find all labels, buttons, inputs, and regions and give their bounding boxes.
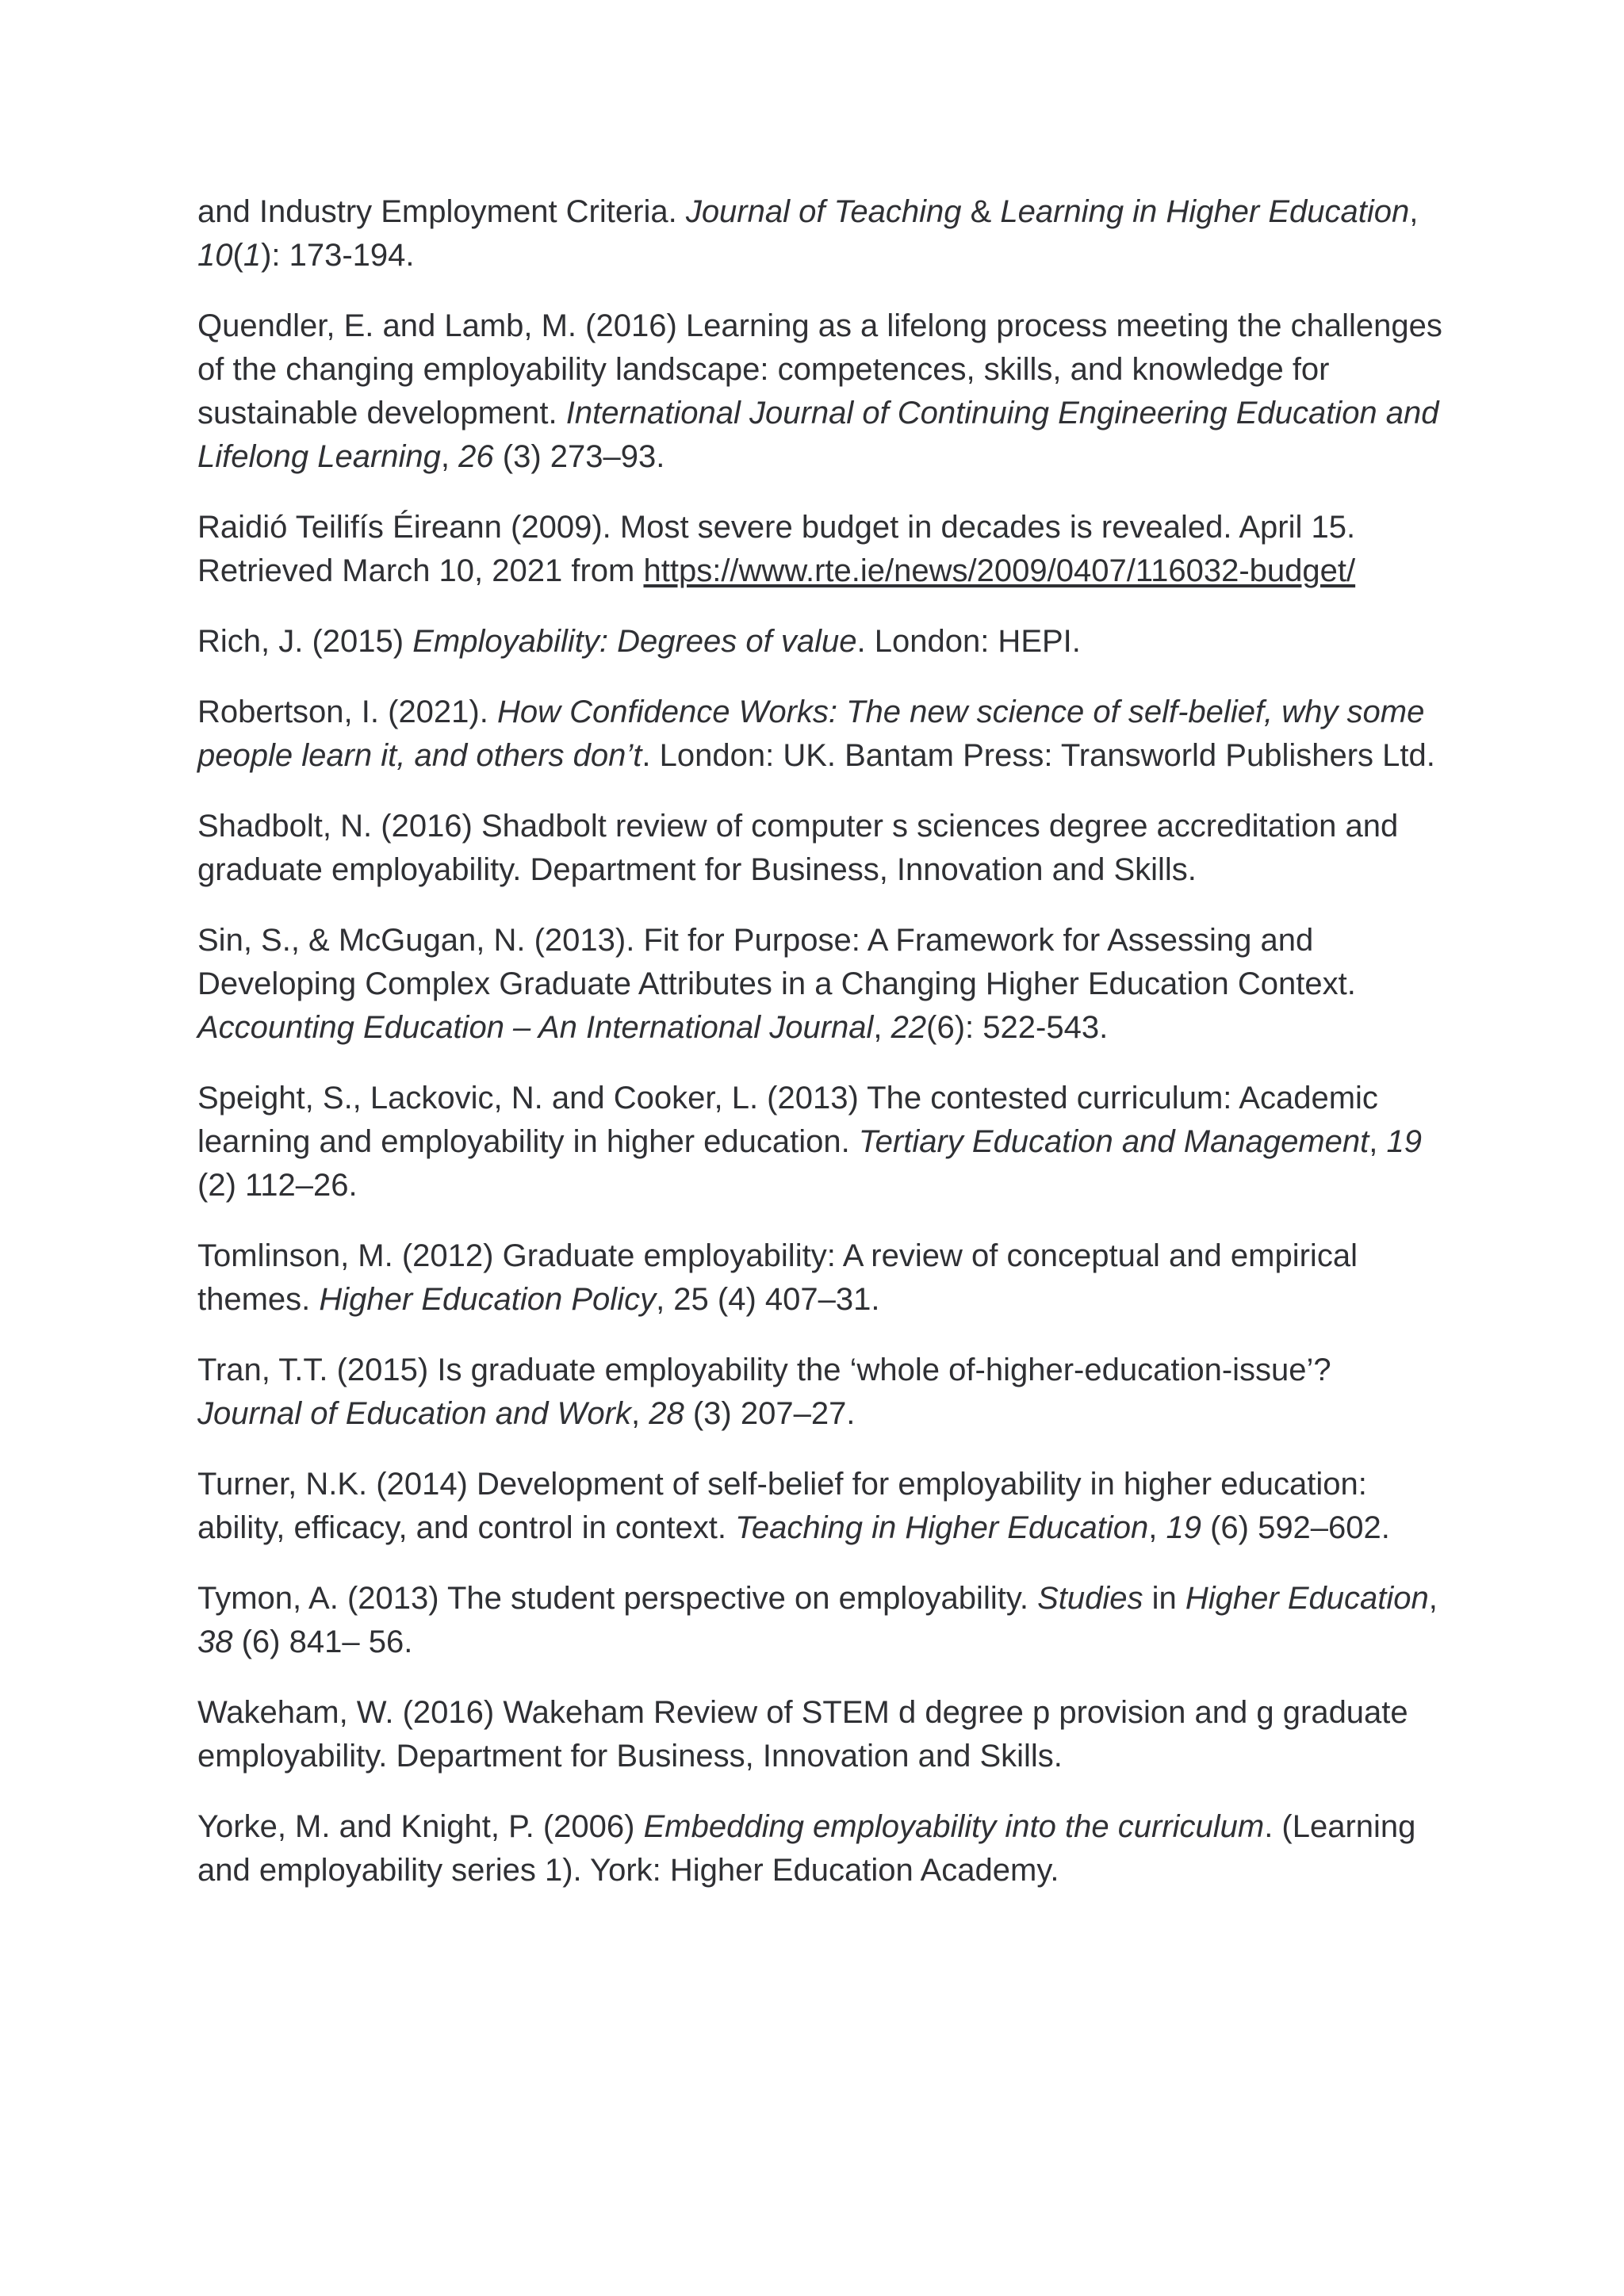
ref-turner [197, 1463, 1442, 1550]
reference-italic-text: Higher Education Policy [319, 1282, 657, 1317]
reference-text: ( [232, 238, 243, 273]
ref-wakeham [197, 1691, 1442, 1778]
reference-italic-text: 28 [649, 1396, 684, 1431]
reference-italic-text: 1 [243, 238, 262, 273]
reference-text: Sin, S., & McGugan, N. (2013). Fit for Purpose: A Framework for Assessing and Developing Complex Graduate Attributes in a Changing Higher Education Context. [197, 923, 1365, 1001]
reference-italic-text: 19 [1166, 1510, 1201, 1545]
reference-text: Shadbolt, N. (2016) Shadbolt review of computer s sciences degree accreditation and graduate employability. Department for Business, Innovation and Skills. [197, 809, 1408, 887]
ref-tran [197, 1349, 1442, 1436]
reference-text: , 25 (4) 407–31. [656, 1282, 880, 1317]
reference-text: , [873, 1010, 891, 1045]
reference-italic-text: 26 [458, 439, 494, 474]
reference-text: Tymon, A. (2013) The student perspective on employability. [197, 1581, 1038, 1616]
reference-text: , [1148, 1510, 1166, 1545]
reference-text: (3) 207–27. [684, 1396, 856, 1431]
reference-italic-text: How Confidence Works: The new science of self-belief, why some people learn it, and others don’t [197, 695, 1434, 773]
reference-italic-text: 19 [1386, 1124, 1422, 1159]
reference-text: (3) 273–93. [493, 439, 665, 474]
ref-sin [197, 919, 1442, 1050]
reference-text: Rich, J. (2015) [197, 624, 413, 659]
ref-rte [197, 506, 1442, 593]
reference-text: ): 173-194. [261, 238, 415, 273]
reference-text: (6) 592–602. [1201, 1510, 1390, 1545]
ref-shadbolt [197, 805, 1442, 892]
reference-italic-text: 22 [891, 1010, 927, 1045]
reference-text: Raidió Teilifís Éireann (2009). Most severe budget in decades is revealed. April 15. Retrieved March 10, 2021 from [197, 510, 1365, 588]
reference-text: , [1428, 1581, 1446, 1616]
reference-list [197, 190, 1451, 1919]
reference-text: in [1143, 1581, 1185, 1616]
reference-text: Speight, S., Lackovic, N. and Cooker, L. (2013) The contested curriculum: Academic learning and employability in higher education. [197, 1081, 1388, 1159]
reference-text: , [630, 1396, 649, 1431]
reference-italic-text: Embedding employability into the curriculum [643, 1809, 1265, 1844]
reference-text: & [961, 194, 1001, 229]
reference-text: , [1369, 1124, 1387, 1159]
reference-italic-text: Learning in Higher Education [1000, 194, 1410, 229]
reference-text: , [1409, 194, 1427, 229]
ref-rich [197, 620, 1442, 664]
reference-italic-text: International Journal of Continuing Engineering Education and Lifelong Learning [197, 396, 1448, 474]
reference-link[interactable]: https://www.rte.ie/news/2009/0407/116032-budget/ [643, 553, 1356, 588]
reference-italic-text: Accounting Education – An International Journal [197, 1010, 874, 1045]
ref-speight [197, 1077, 1442, 1207]
reference-text: (6) 841– 56. [232, 1624, 413, 1659]
reference-italic-text: Employability: Degrees of value [412, 624, 857, 659]
reference-text: . London: HEPI. [856, 624, 1081, 659]
reference-text: and Industry Employment Criteria. [197, 194, 686, 229]
reference-text: , [440, 439, 459, 474]
reference-text: Tran, T.T. (2015) Is graduate employability the ‘whole of-higher-education-issue’? [197, 1353, 1340, 1387]
reference-text: (2) 112–26. [197, 1124, 1431, 1203]
reference-text: Robertson, I. (2021). [197, 695, 497, 729]
reference-italic-text: 10 [197, 238, 233, 273]
ref-yorke [197, 1805, 1442, 1892]
ref-quendler [197, 304, 1451, 479]
ref-continuation [197, 190, 1442, 277]
reference-text: Yorke, M. and Knight, P. (2006) [197, 1809, 644, 1844]
reference-italic-text: Studies [1037, 1581, 1143, 1616]
reference-italic-text: Journal of Teaching [685, 194, 962, 229]
reference-italic-text: Tertiary Education and Management [858, 1124, 1369, 1159]
reference-text: . London: UK. Bantam Press: Transworld Publishers Ltd. [642, 738, 1435, 773]
reference-text: Quendler, E. and Lamb, M. (2016) Learning as a lifelong process meeting the challenges of the changing employability landscape: competences, skills, and knowledge for sustainable development. [197, 308, 1451, 430]
reference-text: Wakeham, W. (2016) Wakeham Review of STEM d degree p provision and g graduate employability. Department for Business, Innovation and Skills. [197, 1695, 1417, 1774]
reference-italic-text: Teaching in Higher Education [735, 1510, 1149, 1545]
ref-tymon [197, 1577, 1446, 1664]
reference-text: Tomlinson, M. (2012) Graduate employability: A review of conceptual and empirical themes. [197, 1238, 1367, 1317]
reference-text: Turner, N.K. (2014) Development of self-belief for employability in higher education: ability, efficacy, and control in context. [197, 1467, 1376, 1545]
ref-tomlinson [197, 1234, 1442, 1322]
ref-robertson [197, 691, 1442, 778]
reference-italic-text: Journal of Education and Work [197, 1396, 631, 1431]
reference-text: . (Learning and employability series 1). York: Higher Education Academy. [197, 1809, 1425, 1888]
reference-italic-text: Higher Education [1185, 1581, 1429, 1616]
reference-italic-text: 38 [197, 1624, 233, 1659]
reference-text: (6): 522-543. [926, 1010, 1109, 1045]
